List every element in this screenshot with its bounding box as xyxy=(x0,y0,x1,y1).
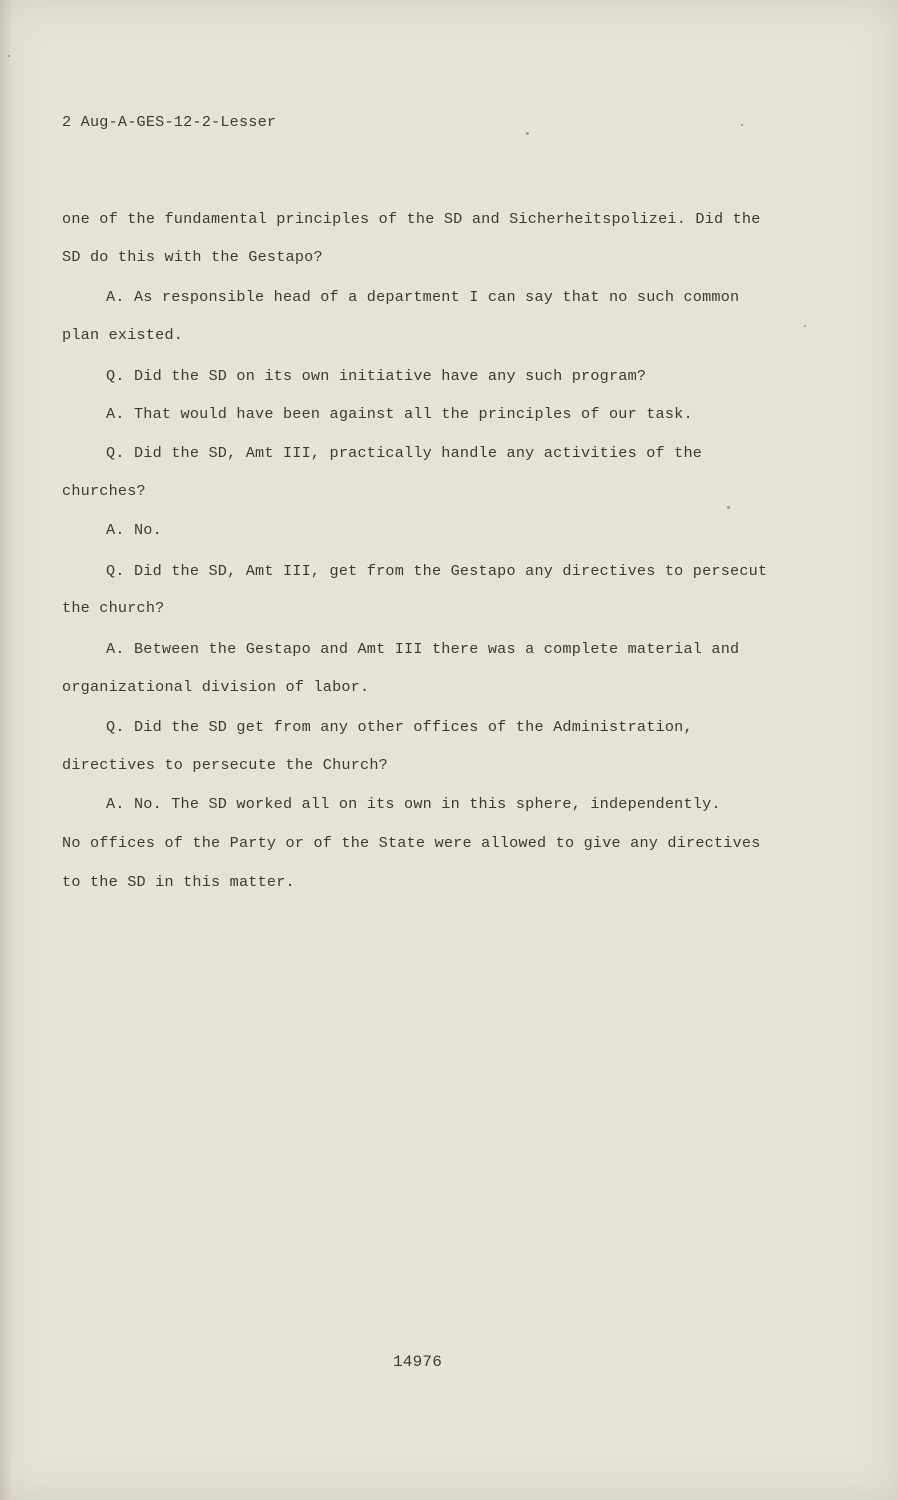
question-line: Q. Did the SD on its own initiative have any such program? xyxy=(106,367,647,385)
document-header: 2 Aug-A-GES-12-2-Lesser xyxy=(62,113,277,131)
page-edge-shadow xyxy=(0,0,12,1500)
text-line: plan existed. xyxy=(62,326,184,344)
text-line: organizational division of labor. xyxy=(62,678,370,696)
question-line: Q. Did the SD get from any other offices of the Administration, xyxy=(106,718,693,736)
answer-line: A. No. The SD worked all on its own in this sphere, independently. xyxy=(106,795,721,813)
answer-line: A. Between the Gestapo and Amt III there was a complete material and xyxy=(106,640,740,658)
paper-speck xyxy=(741,124,743,126)
answer-line: A. As responsible head of a department I can say that no such common xyxy=(106,288,740,306)
paper-speck xyxy=(727,506,730,509)
paper-speck xyxy=(8,55,10,57)
question-line: Q. Did the SD, Amt III, get from the Gestapo any directives to persecut xyxy=(106,562,768,580)
answer-line: A. No. xyxy=(106,521,162,539)
text-line: SD do this with the Gestapo? xyxy=(62,248,323,266)
question-line: Q. Did the SD, Amt III, practically handle any activities of the xyxy=(106,444,703,462)
page-number: 14976 xyxy=(393,1353,443,1371)
text-line: directives to persecute the Church? xyxy=(62,756,388,774)
answer-line: A. That would have been against all the principles of our task. xyxy=(106,405,693,423)
text-line: No offices of the Party or of the State were allowed to give any directives xyxy=(62,834,761,852)
text-line: the church? xyxy=(62,599,165,617)
paper-speck xyxy=(804,325,806,327)
text-line: to the SD in this matter. xyxy=(62,873,295,891)
text-line: one of the fundamental principles of the SD and Sicherheitspolizei. Did the xyxy=(62,210,761,228)
text-line: churches? xyxy=(62,482,146,500)
paper-speck xyxy=(526,132,529,135)
